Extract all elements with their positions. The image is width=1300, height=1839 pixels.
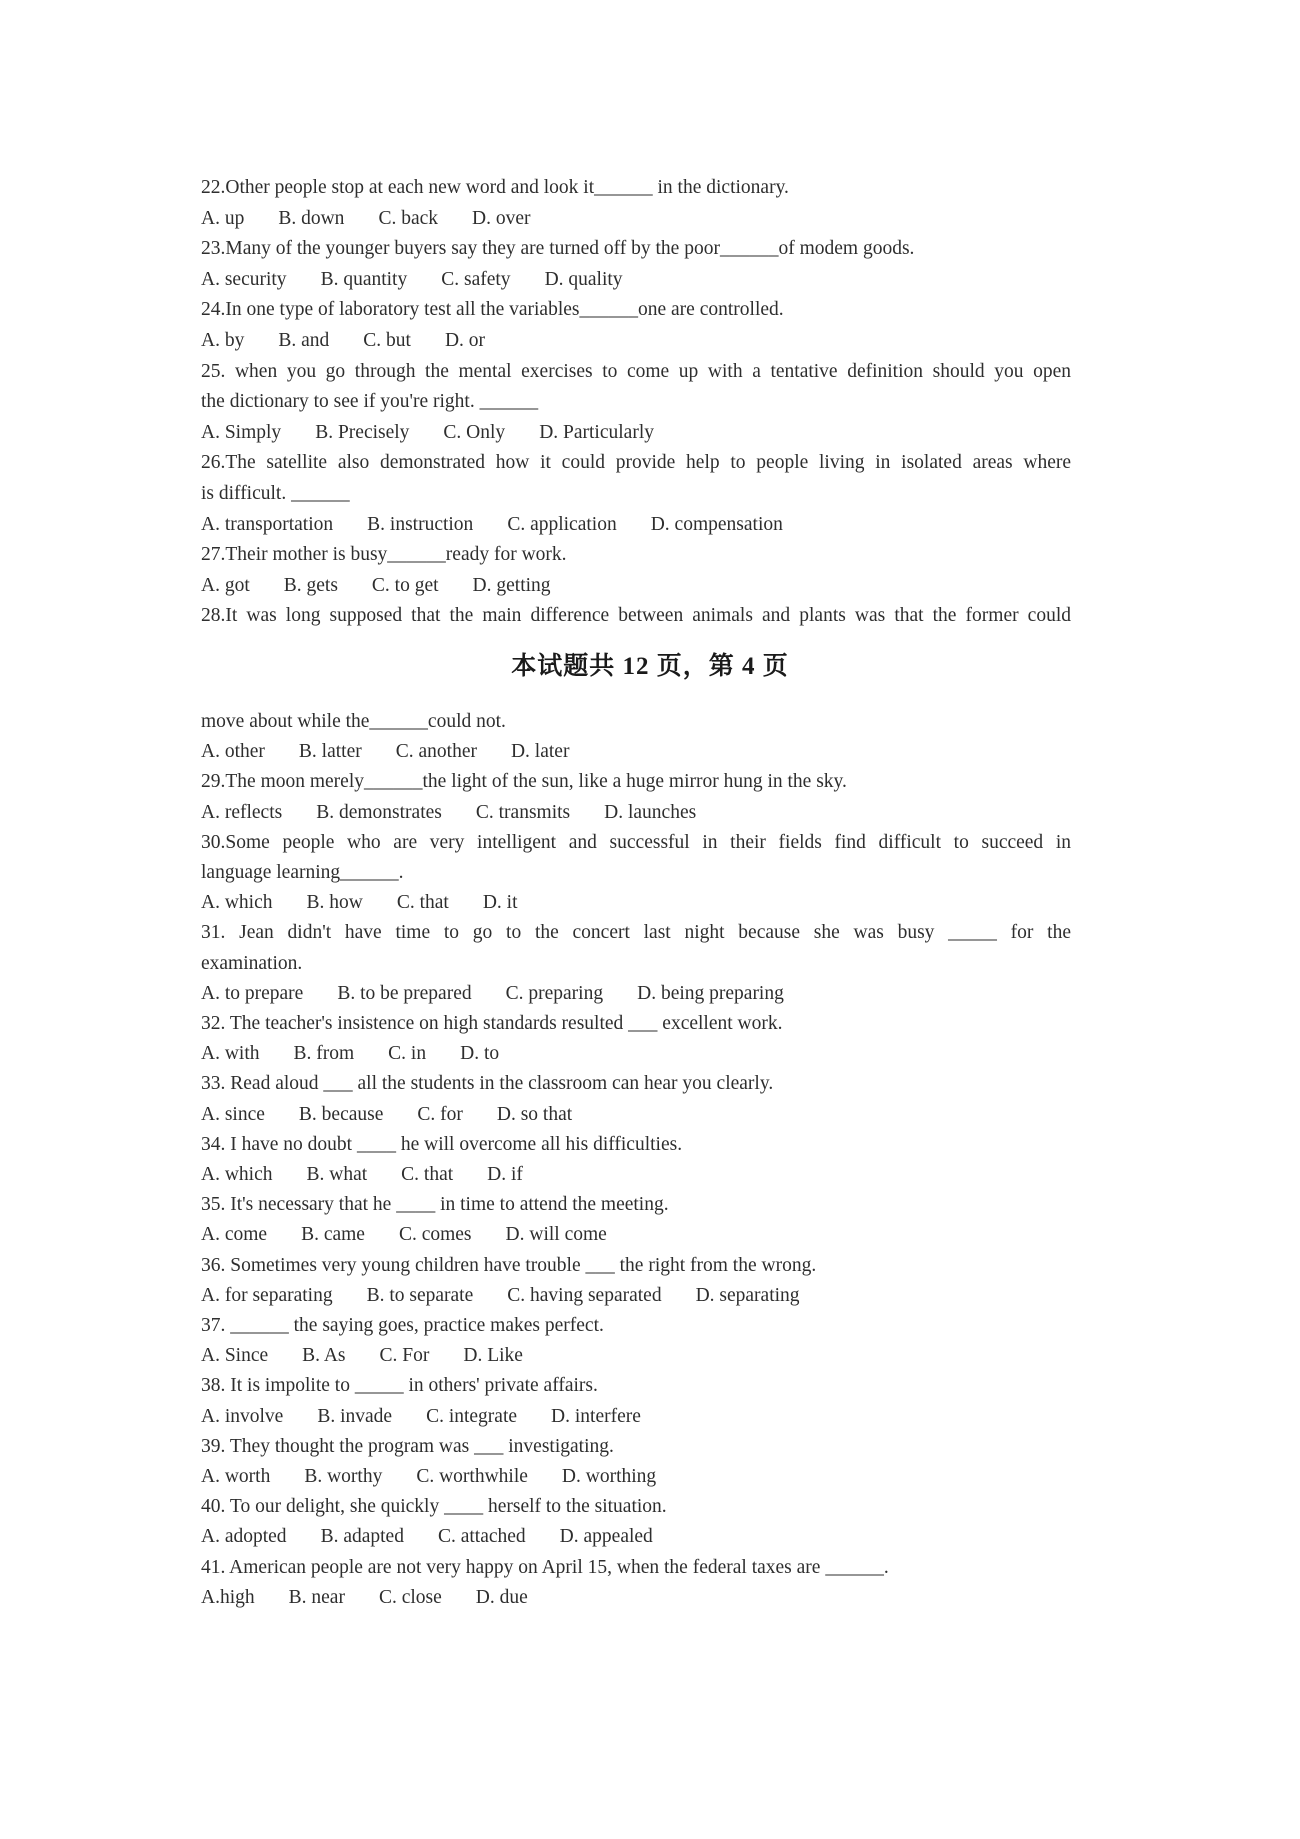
- question-text: 36. Sometimes very young children have trouble ___ the right from the wrong.: [201, 1254, 817, 1276]
- question-item: [201, 1492, 1071, 1552]
- answer-option: D. to: [460, 1043, 500, 1065]
- answer-option: D. will come: [505, 1224, 607, 1246]
- answer-option: A. Since: [201, 1345, 269, 1367]
- answer-option: A. reflects: [201, 801, 283, 823]
- answer-options: [201, 1039, 1071, 1069]
- answer-option: A. involve: [201, 1405, 284, 1427]
- question-text: 25. when you go through the mental exercises to come up with a tentative definition should you open: [201, 360, 1071, 382]
- answer-option: C. application: [507, 513, 617, 535]
- answer-options: [201, 510, 1071, 541]
- answer-option: B. to be prepared: [337, 982, 472, 1004]
- answer-option: D. Particularly: [539, 421, 654, 443]
- answer-option: A. which: [201, 892, 273, 914]
- questions-lower-section: [201, 707, 1071, 1613]
- answer-option: A. come: [201, 1224, 268, 1246]
- answer-option: B. latter: [298, 741, 362, 763]
- question-text: 22.Other people stop at each new word and look it______ in the dictionary.: [201, 177, 789, 198]
- question-text: 30.Some people who are very intelligent and successful in their fields find difficult to succeed in: [201, 831, 1071, 853]
- answer-option: D. later: [510, 741, 570, 763]
- question-item: [201, 1130, 1071, 1190]
- question-text-continued: the dictionary to see if you're right. ______: [201, 391, 539, 413]
- answer-option: C. that: [401, 1164, 454, 1186]
- answer-option: D. being preparing: [637, 982, 784, 1004]
- answer-option: C. for: [417, 1103, 463, 1125]
- answer-option: D. separating: [695, 1284, 800, 1306]
- question-item: [201, 1190, 1071, 1250]
- answer-option: C. worthwhile: [416, 1466, 528, 1488]
- answer-option: A. Simply: [201, 421, 282, 443]
- answer-option: B. demonstrates: [316, 801, 442, 823]
- answer-option: C. transmits: [475, 801, 571, 823]
- answer-option: C. having separated: [507, 1284, 662, 1306]
- answer-option: A. other: [201, 741, 265, 763]
- answer-option: C. close: [378, 1586, 442, 1608]
- answer-option: A. by: [201, 329, 245, 351]
- question-text-continued: examination.: [201, 952, 303, 974]
- question-text: move about while the______could not.: [201, 711, 506, 732]
- answer-options: [201, 571, 1071, 602]
- question-text: 23.Many of the younger buyers say they are turned off by the poor______of modem goods.: [201, 238, 915, 260]
- answer-option: A. security: [201, 268, 287, 290]
- question-text: 27.Their mother is busy______ready for work.: [201, 544, 567, 566]
- question-text: 35. It's necessary that he ____ in time to attend the meeting.: [201, 1194, 669, 1216]
- answer-option: B. quantity: [320, 268, 408, 290]
- question-item: [201, 828, 1071, 919]
- question-item: [201, 1432, 1071, 1492]
- answer-option: A. for separating: [201, 1284, 333, 1306]
- question-text: 29.The moon merely______the light of the sun, like a huge mirror hung in the sky.: [201, 771, 847, 793]
- answer-option: D. compensation: [650, 513, 783, 535]
- question-text: 40. To our delight, she quickly ____ herself to the situation.: [201, 1496, 667, 1518]
- answer-options: [201, 888, 1071, 918]
- answer-option: D. it: [482, 892, 518, 914]
- answer-options: [201, 204, 1071, 235]
- question-text: 28.It was long supposed that the main difference between animals and plants was that the former could: [201, 605, 1071, 627]
- answer-option: A. since: [201, 1103, 265, 1125]
- answer-options: [201, 1402, 1071, 1432]
- question-text: 41. American people are not very happy on April 15, when the federal taxes are ______.: [201, 1556, 889, 1578]
- answer-option: D. quality: [544, 268, 623, 290]
- answer-option: C. another: [395, 741, 477, 763]
- answer-options: [201, 737, 1071, 767]
- answer-option: A. up: [201, 207, 245, 229]
- answer-option: D. worthing: [561, 1466, 657, 1488]
- question-item: [201, 1251, 1071, 1311]
- question-text-continued: language learning______.: [201, 862, 404, 884]
- answer-option: C. to get: [371, 574, 439, 596]
- question-item: [201, 601, 1071, 632]
- answer-option: D. due: [475, 1586, 528, 1608]
- answer-options: [201, 1160, 1071, 1190]
- answer-option: B. what: [306, 1164, 368, 1186]
- answer-options: [201, 1100, 1071, 1130]
- answer-option: B. instruction: [367, 513, 474, 535]
- question-item: [201, 1069, 1071, 1129]
- question-text: 24.In one type of laboratory test all the variables______one are controlled.: [201, 299, 784, 321]
- answer-options: [201, 326, 1071, 357]
- answer-options: [201, 798, 1071, 828]
- question-text: 33. Read aloud ___ all the students in the classroom can hear you clearly.: [201, 1073, 774, 1095]
- question-text: 26.The satellite also demonstrated how it could provide help to people living in isolated areas where: [201, 452, 1071, 474]
- answer-option: B. and: [278, 329, 330, 351]
- answer-option: B. gets: [283, 574, 338, 596]
- answer-option: B. down: [278, 207, 345, 229]
- question-item: [201, 1009, 1071, 1069]
- answer-option: B. worthy: [304, 1466, 383, 1488]
- answer-option: D. or: [444, 329, 486, 351]
- answer-option: B. adapted: [320, 1526, 404, 1548]
- answer-option: B. As: [302, 1345, 346, 1367]
- question-text: 39. They thought the program was ___ investigating.: [201, 1435, 614, 1457]
- answer-option: C. For: [379, 1345, 430, 1367]
- question-item: [201, 295, 1071, 356]
- answer-option: C. but: [363, 329, 411, 351]
- answer-option: C. safety: [441, 268, 511, 290]
- answer-options: [201, 418, 1071, 449]
- question-item: [201, 707, 1071, 767]
- answer-option: D. appealed: [559, 1526, 653, 1548]
- answer-options: [201, 1583, 1071, 1613]
- answer-option: D. if: [487, 1164, 523, 1186]
- question-item: [201, 1311, 1071, 1371]
- answer-option: D. so that: [496, 1103, 573, 1125]
- answer-option: B. invade: [317, 1405, 393, 1427]
- question-text: 38. It is impolite to _____ in others' private affairs.: [201, 1375, 598, 1397]
- question-text: 31. Jean didn't have time to go to the concert last night because she was busy _____ for the: [201, 922, 1071, 944]
- question-text: 34. I have no doubt ____ he will overcome all his difficulties.: [201, 1133, 683, 1155]
- question-item: [201, 540, 1071, 601]
- question-item: [201, 448, 1071, 540]
- answer-option: A. which: [201, 1164, 273, 1186]
- answer-option: D. interfere: [551, 1405, 641, 1427]
- answer-options: [201, 1462, 1071, 1492]
- answer-option: C. Only: [443, 421, 506, 443]
- answer-options: [201, 265, 1071, 296]
- answer-option: A. transportation: [201, 513, 334, 535]
- answer-option: A. got: [201, 574, 250, 596]
- answer-option: D. Like: [463, 1345, 523, 1367]
- answer-option: B. near: [288, 1586, 345, 1608]
- answer-option: C. back: [378, 207, 439, 229]
- questions-upper-section: [201, 173, 1071, 632]
- answer-option: C. integrate: [426, 1405, 518, 1427]
- answer-option: B. because: [298, 1103, 384, 1125]
- question-item: [201, 767, 1071, 827]
- answer-option: A. to prepare: [201, 982, 304, 1004]
- question-item: [201, 1371, 1071, 1431]
- answer-option: A.high: [201, 1586, 255, 1608]
- answer-option: C. attached: [437, 1526, 526, 1548]
- answer-option: B. from: [293, 1043, 355, 1065]
- answer-option: B. how: [306, 892, 363, 914]
- answer-option: C. that: [396, 892, 449, 914]
- question-text: 37. ______ the saying goes, practice makes perfect.: [201, 1315, 604, 1337]
- question-text-continued: is difficult. ______: [201, 482, 350, 504]
- page-footer: 本试题共 12 页，第 4 页: [511, 653, 789, 680]
- question-item: [201, 918, 1071, 1009]
- answer-option: D. getting: [472, 574, 551, 596]
- answer-option: B. came: [301, 1224, 365, 1246]
- answer-options: [201, 979, 1071, 1009]
- answer-option: D. over: [472, 207, 531, 229]
- question-item: [201, 357, 1071, 449]
- question-item: [201, 1553, 1071, 1613]
- answer-option: A. with: [201, 1043, 260, 1065]
- answer-options: [201, 1522, 1071, 1552]
- question-item: [201, 234, 1071, 295]
- answer-options: [201, 1281, 1071, 1311]
- answer-options: [201, 1341, 1071, 1371]
- answer-option: D. launches: [604, 801, 697, 823]
- answer-option: C. in: [388, 1043, 427, 1065]
- answer-option: B. Precisely: [315, 421, 410, 443]
- question-item: [201, 173, 1071, 234]
- answer-options: [201, 1220, 1071, 1250]
- question-text: 32. The teacher's insistence on high standards resulted ___ excellent work.: [201, 1013, 783, 1035]
- answer-option: C. preparing: [505, 982, 604, 1004]
- answer-option: B. to separate: [366, 1284, 474, 1306]
- answer-option: A. adopted: [201, 1526, 287, 1548]
- answer-option: C. comes: [398, 1224, 472, 1246]
- answer-option: A. worth: [201, 1466, 271, 1488]
